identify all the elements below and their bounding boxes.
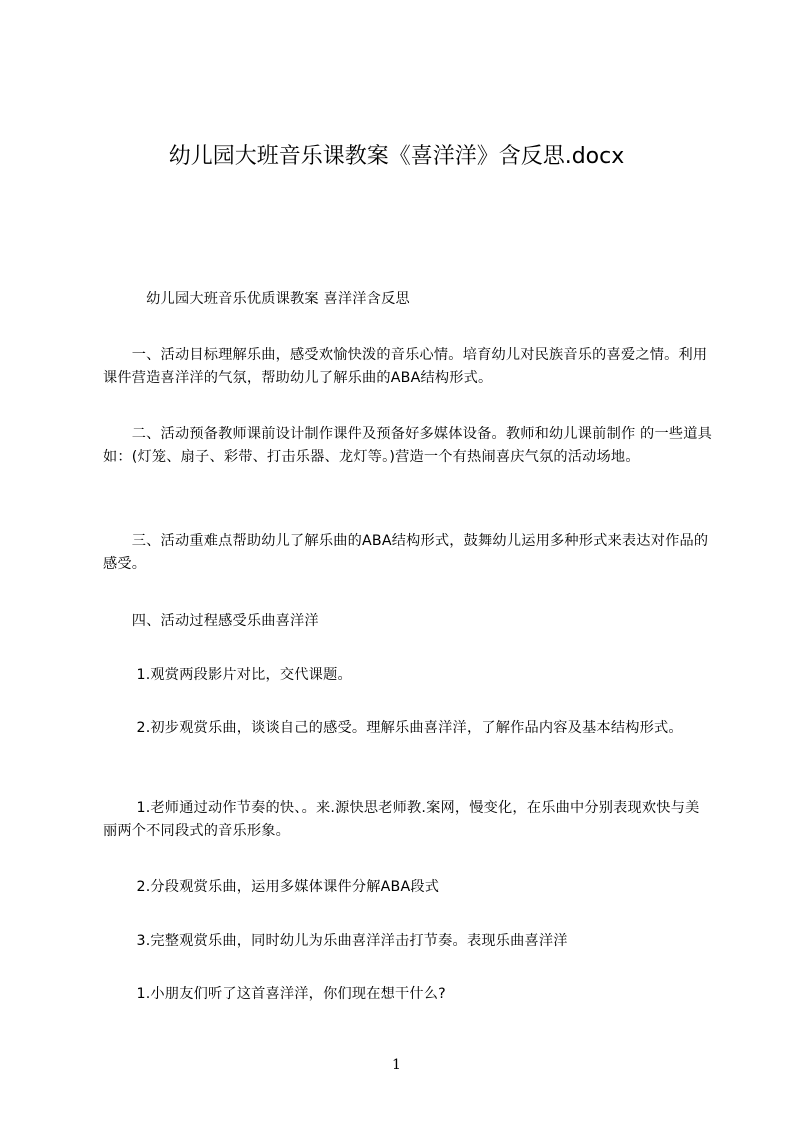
- paragraph-substep-1: 1.老师通过动作节奏的快、。来.源快思老师教.案网，慢变化，在乐曲中分别表现欢快与美丽两个不同段式的音乐形象。: [103, 800, 700, 839]
- paragraph-key-points: 三、活动重难点帮助幼儿了解乐曲的ABA结构形式，鼓舞幼儿运用多种形式来表达对作品的感受。: [103, 533, 709, 572]
- paragraph-objectives: 一、活动目标理解乐曲，感受欢愉快泼的音乐心情。培育幼儿对民族音乐的喜爱之情。利用课件营造喜洋洋的气氛，帮助幼儿了解乐曲的ABA结构形式。: [103, 347, 708, 386]
- paragraph-step-2: 2.初步观赏乐曲，谈谈自己的感受。理解乐曲喜洋洋，了解作品内容及基本结构形式。: [103, 720, 683, 736]
- document-title: 幼儿园大班音乐课教案《喜洋洋》含反思.docx: [168, 144, 625, 169]
- paragraph-question-1: 1.小朋友们听了这首喜洋洋，你们现在想干什么?: [103, 986, 446, 1002]
- paragraph-process: 四、活动过程感受乐曲喜洋洋: [103, 613, 319, 629]
- paragraph-substep-3: 3.完整观赏乐曲，同时幼儿为乐曲喜洋洋击打节奏。表现乐曲喜洋洋: [103, 933, 568, 949]
- paragraph-step-1: 1.观赏两段影片对比，交代课题。: [103, 667, 352, 683]
- page-number: 1: [392, 1057, 401, 1073]
- paragraph-preparation: 二、活动预备教师课前设计制作课件及预备好多媒体设备。教师和幼儿课前制作 的一些道具如：(灯笼、扇子、彩带、打击乐器、龙灯等。)营造一个有热闹喜庆气氛的活动场地。: [103, 426, 712, 465]
- paragraph-substep-2: 2.分段观赏乐曲，运用多媒体课件分解ABA段式: [103, 879, 440, 895]
- paragraph-subtitle: 幼儿园大班音乐优质课教案 喜洋洋含反思: [103, 291, 410, 307]
